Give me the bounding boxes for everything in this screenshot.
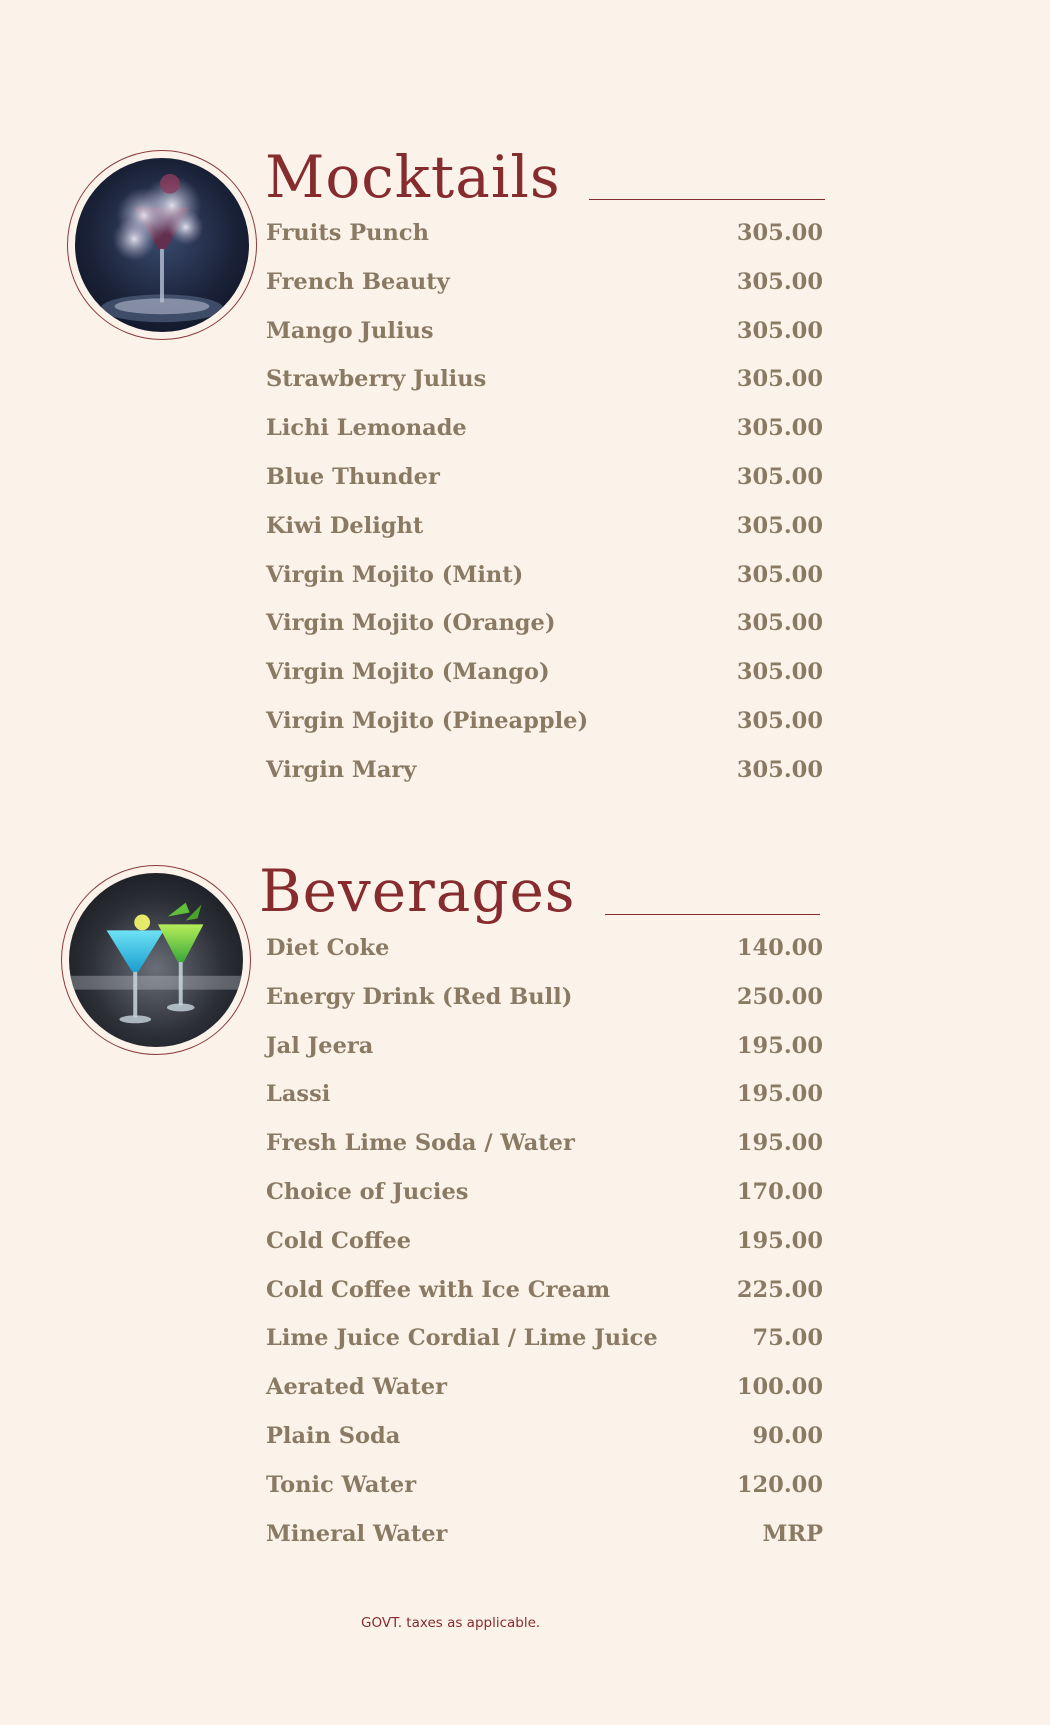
item-price: 305.00: [736, 561, 823, 588]
menu-item: [266, 1070, 823, 1119]
item-name: Lime Juice Cordial / Lime Juice: [266, 1325, 658, 1352]
item-name: Fresh Lime Soda / Water: [266, 1130, 575, 1157]
menu-item: [266, 209, 823, 258]
item-price: 195.00: [736, 1130, 823, 1157]
item-price: 225.00: [736, 1276, 823, 1303]
item-name: Lichi Lemonade: [266, 415, 467, 442]
item-name: Fruits Punch: [266, 220, 429, 246]
menu-item: [266, 973, 823, 1022]
item-name: Lassi: [266, 1081, 331, 1108]
menu-item: [266, 1461, 823, 1510]
menu-item: [266, 1314, 823, 1363]
item-price: 140.00: [736, 935, 823, 961]
item-price: 120.00: [736, 1471, 823, 1498]
item-price: MRP: [762, 1520, 823, 1547]
menu-item: [266, 697, 823, 746]
item-price: 305.00: [736, 756, 823, 783]
section-title: Mocktails: [265, 143, 561, 211]
menu-item: [266, 746, 823, 795]
item-name: Aerated Water: [266, 1374, 447, 1401]
menu-item: [266, 1412, 823, 1461]
item-name: Virgin Mojito (Mango): [266, 659, 550, 686]
item-price: 305.00: [736, 220, 823, 246]
item-name: Mineral Water: [266, 1520, 448, 1547]
section-title: Beverages: [259, 857, 576, 925]
item-price: 90.00: [752, 1422, 823, 1449]
menu-item: [266, 1217, 823, 1266]
item-name: Cold Coffee: [266, 1227, 412, 1254]
menu-list: [266, 209, 823, 795]
menu-list: [266, 924, 823, 1558]
menu-item: [266, 1510, 823, 1559]
menu-item: [266, 599, 823, 648]
item-name: Choice of Jucies: [266, 1178, 469, 1205]
item-price: 305.00: [736, 610, 823, 637]
item-name: Cold Coffee with Ice Cream: [266, 1276, 611, 1303]
item-price: 305.00: [736, 707, 823, 734]
item-price: 170.00: [736, 1178, 823, 1205]
item-name: Virgin Mojito (Mint): [266, 561, 524, 588]
item-name: Kiwi Delight: [266, 512, 424, 539]
title-underline: [589, 199, 825, 200]
item-price: 195.00: [736, 1081, 823, 1108]
item-name: Blue Thunder: [266, 463, 440, 490]
item-name: Energy Drink (Red Bull): [266, 983, 573, 1010]
item-price: 305.00: [736, 415, 823, 442]
menu-item: [266, 307, 823, 356]
item-price: 305.00: [736, 512, 823, 539]
menu-item: [266, 924, 823, 973]
item-name: Strawberry Julius: [266, 366, 487, 393]
item-name: Plain Soda: [266, 1422, 401, 1449]
item-name: Virgin Mary: [266, 756, 417, 783]
menu-item: [266, 1266, 823, 1315]
mocktail-photo: [67, 150, 257, 340]
item-price: 305.00: [736, 366, 823, 393]
item-name: Jal Jeera: [266, 1032, 374, 1059]
item-name: Virgin Mojito (Pineapple): [266, 707, 589, 734]
menu-item: [266, 1168, 823, 1217]
menu-item: [266, 648, 823, 697]
menu-item: [266, 1363, 823, 1412]
menu-item: [266, 1022, 823, 1071]
item-name: Tonic Water: [266, 1471, 417, 1498]
menu-item: [266, 502, 823, 551]
item-price: 195.00: [736, 1032, 823, 1059]
menu-item: [266, 404, 823, 453]
menu-item: [266, 1119, 823, 1168]
title-underline: [605, 914, 820, 915]
item-price: 195.00: [736, 1227, 823, 1254]
menu-item: [266, 258, 823, 307]
item-price: 250.00: [736, 983, 823, 1010]
item-price: 305.00: [736, 463, 823, 490]
item-name: French Beauty: [266, 268, 450, 295]
item-price: 100.00: [736, 1374, 823, 1401]
item-name: Virgin Mojito (Orange): [266, 610, 556, 637]
item-price: 305.00: [736, 317, 823, 344]
item-name: Mango Julius: [266, 317, 434, 344]
beverage-photo: [61, 865, 251, 1055]
item-name: Diet Coke: [266, 935, 390, 961]
menu-item: [266, 551, 823, 600]
menu-item: [266, 355, 823, 404]
item-price: 305.00: [736, 268, 823, 295]
item-price: 305.00: [736, 659, 823, 686]
tax-note: GOVT. taxes as applicable.: [361, 1615, 541, 1631]
item-price: 75.00: [752, 1325, 823, 1352]
menu-item: [266, 453, 823, 502]
